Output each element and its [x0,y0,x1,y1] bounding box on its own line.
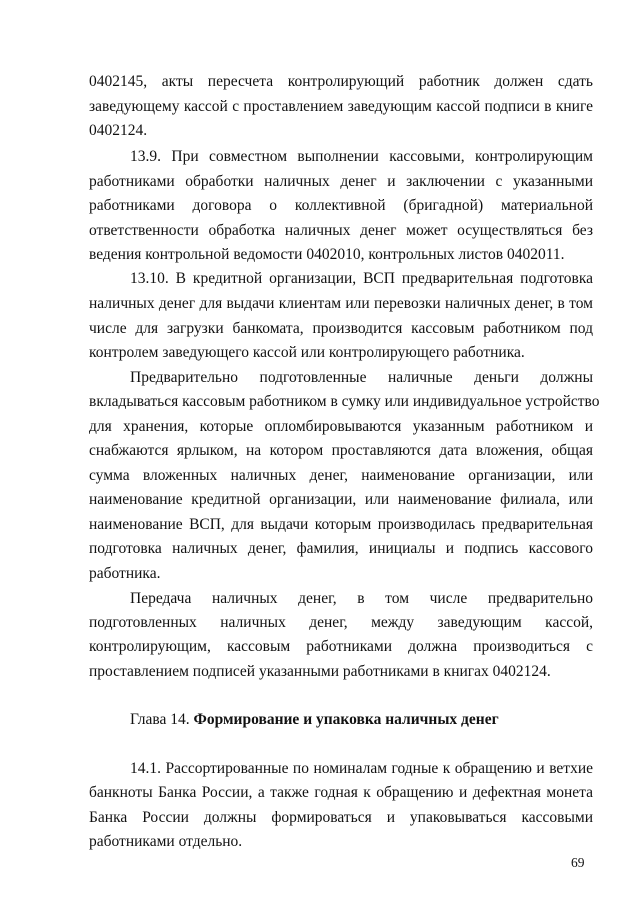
text-line: контролирующим, кассовым работниками должна производиться с [89,638,593,655]
text-line: Предварительно подготовленные наличные деньги должны [130,369,593,386]
text-line: 0402145, акты пересчета контролирующий работник должен сдать [89,73,593,90]
text-line: наименование ВСП, для выдачи которым производилась предварительная [89,516,593,533]
text-line: проставлением подписей указанными работниками в книгах 0402124. [89,663,551,680]
text-line: для хранения, которые опломбировываются указанным работником и [89,418,593,435]
text-line: 0402124. [89,122,148,139]
text-line: банкноты Банка России, а также годная к обращению и дефектная монета [89,784,593,801]
chapter-number: Глава 14. [130,711,190,728]
text-line: Передача наличных денег, в том числе предварительно [130,590,593,607]
text-line: числе для загрузки банкомата, производится кассовым работником под [89,320,593,337]
text-line: подготовка наличных денег, фамилия, инициалы и подпись кассового [89,540,593,557]
text-line: работниками отдельно. [89,833,243,850]
text-line: вкладываться кассовым работником в сумку или индивидуальное устройство [89,393,600,410]
chapter-heading [130,711,499,729]
text-line: контролем заведующего кассой или контролирующего работника. [89,344,525,361]
text-line: работника. [89,565,161,582]
text-line: работниками договора о коллективной (бригадной) материальной [89,197,593,214]
text-line: 13.10. В кредитной организации, ВСП предварительная подготовка [130,270,593,287]
page-number: 69 [571,855,585,870]
text-line: снабжаются ярлыком, на котором проставляются дата вложения, общая [89,442,593,459]
text-line: работниками обработки наличных денег и заключении с указанными [89,173,593,190]
text-line: заведующему кассой с проставлением заведующим кассой подписи в книге [89,98,593,115]
text-line: 14.1. Рассортированные по номиналам годные к обращению и ветхие [130,760,593,777]
chapter-title: Формирование и упаковка наличных денег [193,711,499,728]
text-line: наличных денег для выдачи клиентам или перевозки наличных денег, в том [89,295,593,312]
text-line: ответственности обработка наличных денег может осуществляться без [89,222,593,239]
text-line: ведения контрольной ведомости 0402010, контрольных листов 0402011. [89,246,565,263]
text-line: наименование кредитной организации, или наименование филиала, или [89,491,593,508]
text-line: 13.9. При совместном выполнении кассовыми, контролирующим [130,148,593,165]
text-line: подготовленных наличных денег, между заведующим кассой, [89,614,593,631]
text-line: Банка России должны формироваться и упаковываться кассовыми [89,809,593,826]
text-line: сумма вложенных наличных денег, наименование организации, или [89,467,593,484]
